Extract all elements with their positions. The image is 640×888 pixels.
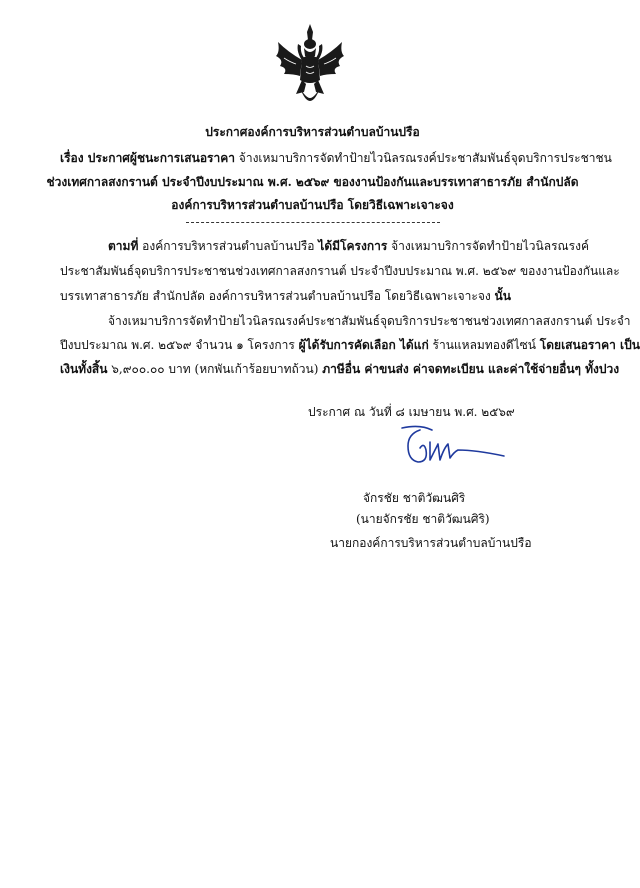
p2-line3-bold-b: ภาษีอื่น ค่าขนส่ง ค่าจดทะเบียน และค่าใช้จ่ายอื่นๆ ทั้งปวง — [322, 362, 620, 376]
signatory-name: จักรชัย ชาติวัฒนศิริ — [363, 491, 466, 505]
p1-bold-a: ได้มีโครงการ — [318, 239, 388, 253]
subject-line-2: ช่วงเทศกาลสงกรานต์ ประจำปีงบประมาณ พ.ศ. ๒๕๖๙ ของงานป้องกันและบรรเทาสาธารภัย สำนักปลัด — [46, 175, 579, 189]
p2-line3-bold-a: เงินทั้งสิ้น — [60, 362, 108, 376]
signatory-position: นายกองค์การบริหารส่วนตำบลบ้านปรือ — [330, 536, 532, 550]
p2-line2-bold-b: โดยเสนอราคา เป็น — [539, 338, 640, 352]
p2-line3-text: ๖,๙๐๐.๐๐ บาท (หกพันเก้าร้อยบาทถ้วน) — [107, 362, 323, 376]
signatory-full-name: (นายจักรชัย ชาติวัฒนศิริ) — [356, 512, 490, 526]
p1-line3-text: บรรเทาสาธารภัย สำนักปลัด องค์การบริหารส่วนตำบลบ้านปรือ โดยวิธีเฉพาะเจาะจง — [60, 289, 495, 303]
paragraph-1-line-1 — [108, 238, 589, 254]
subject-label: เรื่อง ประกาศผู้ชนะการเสนอราคา — [60, 151, 235, 165]
p1-text-a: องค์การบริหารส่วนตำบลบ้านปรือ — [138, 239, 319, 253]
p2-line2-text: ปีงบประมาณ พ.ศ. ๒๕๖๙ จำนวน ๑ โครงการ — [60, 338, 299, 352]
divider-line — [186, 222, 440, 223]
p2-line2-bold-a: ผู้ได้รับการคัดเลือก ได้แก่ — [298, 338, 429, 352]
subject-line-3: องค์การบริหารส่วนตำบลบ้านปรือ โดยวิธีเฉพาะเจาะจง — [171, 198, 454, 212]
paragraph-1-line-2: ประชาสัมพันธ์จุดบริการประชาชนช่วงเทศกาลสงกรานต์ ประจำปีงบประมาณ พ.ศ. ๒๕๖๙ ของงานป้องกันและ — [60, 264, 620, 278]
announcement-organization: ประกาศองค์การบริหารส่วนตำบลบ้านปรือ — [205, 125, 420, 139]
p1-lead: ตามที่ — [108, 239, 139, 253]
paragraph-2-line-3 — [60, 361, 619, 377]
handwritten-signature — [398, 422, 508, 470]
paragraph-1-line-3 — [60, 288, 511, 304]
subject-line-1 — [60, 150, 612, 166]
p1-text-b: จ้างเหมาบริการจัดทำป้ายไวนิลรณรงค์ — [387, 239, 589, 253]
paragraph-2-line-1: จ้างเหมาบริการจัดทำป้ายไวนิลรณรงค์ประชาสัมพันธ์จุดบริการประชาชนช่วงเทศกาลสงกรานต์ ประจำ — [108, 314, 631, 328]
p2-line2-mid: ร้านแหลมทองดีไซน์ — [428, 338, 540, 352]
p1-line3-end: นั้น — [494, 289, 511, 303]
announcement-date: ประกาศ ณ วันที่ ๘ เมษายน พ.ศ. ๒๕๖๙ — [308, 405, 515, 419]
paragraph-2-line-2 — [60, 337, 640, 353]
subject-text-1: จ้างเหมาบริการจัดทำป้ายไวนิลรณรงค์ประชาสัมพันธ์จุดบริการประชาชน — [234, 151, 612, 165]
garuda-emblem — [270, 22, 350, 114]
